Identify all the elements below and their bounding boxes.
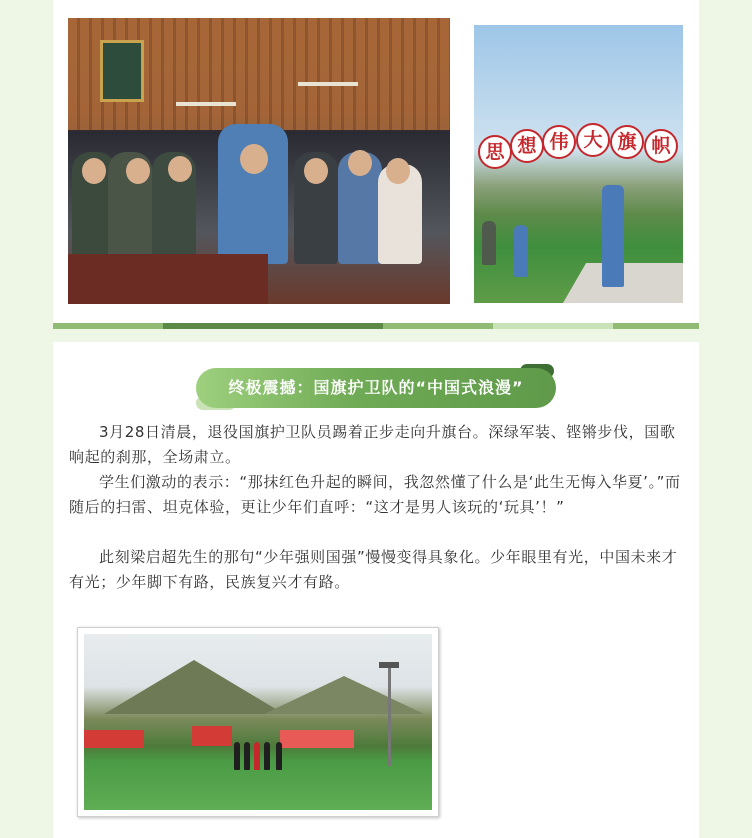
mountain (264, 676, 424, 714)
paragraph-3: 此刻梁启超先生的那句“少年强则国强”慢慢变得具象化。少年眼里有光，中国未来才有光；少年脚下有路，民族复兴才有路。 (69, 548, 678, 591)
soldier (514, 225, 528, 277)
light-pole (388, 666, 391, 766)
sign-char: 帜 (644, 129, 678, 163)
parade-ground-photo (84, 634, 432, 810)
sign-char: 思 (478, 135, 512, 169)
assembly-hall-photo (68, 18, 450, 304)
mountain (104, 660, 284, 714)
sign-char: 大 (576, 123, 610, 157)
wall-portrait (100, 40, 144, 102)
parade-ground-photo-frame (77, 627, 439, 817)
head (168, 156, 192, 182)
sign-char: 想 (510, 129, 544, 163)
flag-ceremony-photo (474, 25, 683, 303)
flag-guard (244, 742, 250, 770)
head (126, 158, 150, 184)
head (304, 158, 328, 184)
soldier (482, 221, 496, 265)
ceiling-light (176, 102, 236, 106)
ceiling-light (298, 82, 358, 86)
section-divider (53, 323, 699, 329)
flag-guard (234, 742, 240, 770)
flag-guard (276, 742, 282, 770)
paragraph-2: 学生们激动的表示：“那抹红色升起的瞬间，我忽然懂了什么是‘此生无悔入华夏’。”而随后的扫雷、坦克体验，更让少年们直呼：“这才是男人该玩的‘玩具’！” (69, 473, 681, 516)
sign-char: 伟 (542, 125, 576, 159)
head (82, 158, 106, 184)
red-banner (280, 730, 354, 748)
paragraph-1: 3月28日清晨，退役国旗护卫队员踢着正步走向升旗台。深绿军装、铿锵步伐，国歌响起的刹那，全场肃立。 (69, 423, 676, 466)
red-banner (84, 730, 144, 748)
speaker-soldier (602, 185, 624, 287)
red-banner (192, 726, 232, 746)
section-heading: 终极震撼：国旗护卫队的“中国式浪漫” (196, 368, 556, 408)
flag-guard (254, 742, 260, 770)
head (240, 144, 268, 174)
head (348, 150, 372, 176)
head (386, 158, 410, 184)
front-desk (68, 254, 268, 304)
flag-guard (264, 742, 270, 770)
sign-char: 旗 (610, 125, 644, 159)
